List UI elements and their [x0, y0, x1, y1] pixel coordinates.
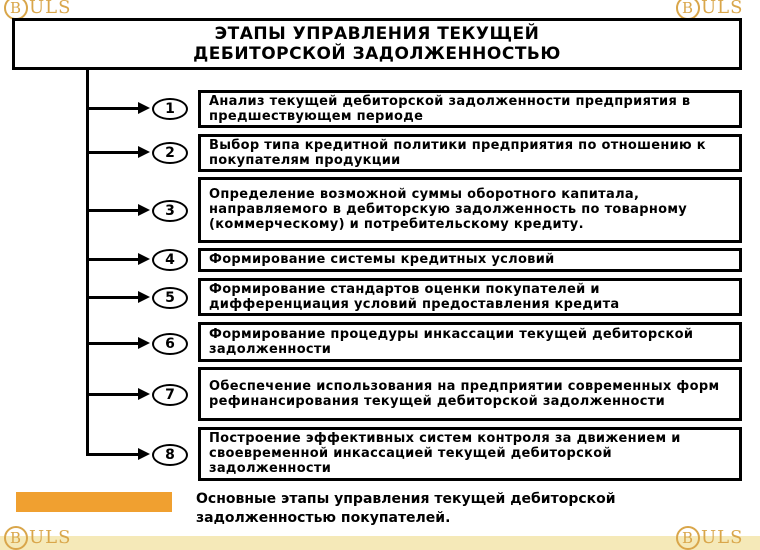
step-number: 4	[152, 249, 188, 271]
arrowhead	[138, 291, 150, 303]
logo-text: ULS	[29, 527, 72, 548]
step-box: Выбор типа кредитной политики предприятия по отношению к покупателям продукции	[198, 134, 742, 172]
step-box: Построение эффективных систем контроля за движением и своевременной инкассацией текущей дебиторской задолженности	[198, 427, 742, 481]
logo-text: ULS	[701, 0, 744, 18]
step-number: 2	[152, 142, 188, 164]
step-number: 7	[152, 384, 188, 406]
step-number: 5	[152, 287, 188, 309]
logo-letter: B	[676, 0, 700, 20]
arrowhead	[138, 204, 150, 216]
title-line-1: ЭТАПЫ УПРАВЛЕНИЯ ТЕКУЩЕЙ	[214, 24, 540, 44]
logo-letter: B	[4, 526, 28, 550]
arrowhead	[138, 337, 150, 349]
step-box: Формирование стандартов оценки покупателей и дифференциация условий предоставления кредита	[198, 278, 742, 316]
step-number: 1	[152, 98, 188, 120]
arrowhead	[138, 102, 150, 114]
arrowhead	[138, 146, 150, 158]
step-number: 8	[152, 444, 188, 466]
logo-bottom-left	[4, 526, 71, 550]
flow-spine	[86, 70, 89, 456]
step-box: Обеспечение использования на предприятии современных форм рефинансирования текущей дебиторской задолженности	[198, 367, 742, 421]
step-number: 6	[152, 333, 188, 355]
step-box: Анализ текущей дебиторской задолженности предприятия в предшествующем периоде	[198, 90, 742, 128]
step-box: Формирование системы кредитных условий	[198, 248, 742, 272]
bottom-bar	[0, 536, 760, 550]
arrowhead	[138, 253, 150, 265]
logo-letter: B	[4, 0, 28, 20]
logo-text: ULS	[29, 0, 72, 18]
logo-top-left	[4, 0, 71, 20]
title-line-2: ДЕБИТОРСКОЙ ЗАДОЛЖЕННОСТЬЮ	[193, 44, 561, 64]
arrow	[88, 453, 140, 456]
arrow	[88, 151, 140, 154]
arrowhead	[138, 448, 150, 460]
logo-text: ULS	[701, 527, 744, 548]
arrow	[88, 342, 140, 345]
logo-letter: B	[676, 526, 700, 550]
step-box: Формирование процедуры инкассации текущей дебиторской задолженности	[198, 322, 742, 362]
arrow	[88, 258, 140, 261]
step-box: Определение возможной суммы оборотного капитала, направляемого в дебиторскую задолженность по товарному (коммерческому) и потребительскому кредиту.	[198, 177, 742, 243]
arrow	[88, 209, 140, 212]
diagram-title	[12, 18, 742, 70]
arrow	[88, 107, 140, 110]
arrow	[88, 393, 140, 396]
orange-swatch	[16, 492, 172, 512]
figure-caption: Основные этапы управления текущей дебиторской задолженностью покупателей.	[196, 491, 616, 526]
logo-bottom-right	[676, 526, 743, 550]
logo-top-right	[676, 0, 743, 20]
step-number: 3	[152, 200, 188, 222]
arrowhead	[138, 388, 150, 400]
arrow	[88, 296, 140, 299]
